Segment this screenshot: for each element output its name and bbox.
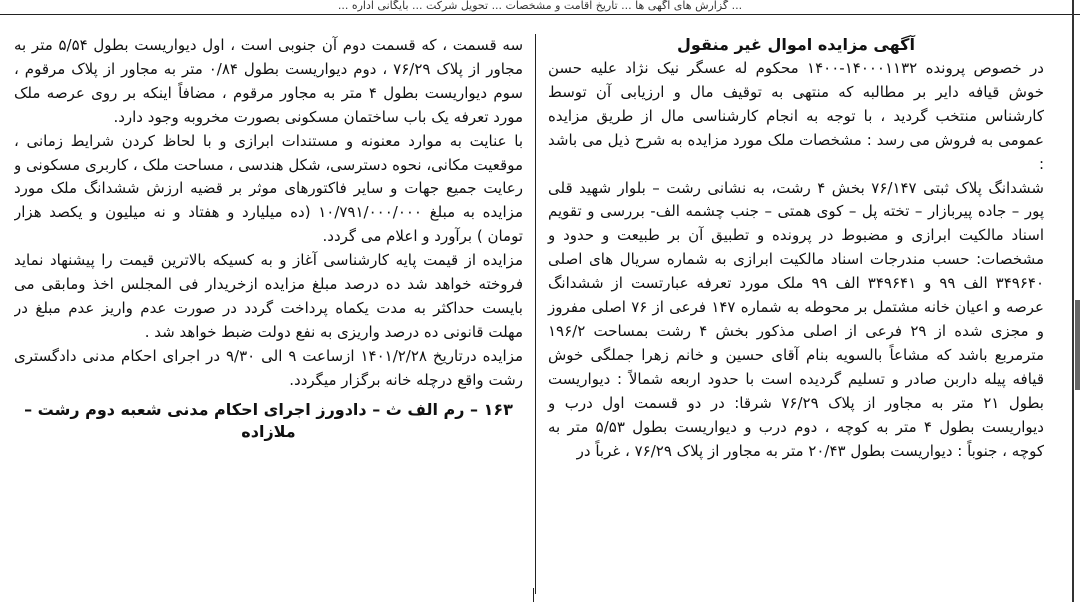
header-strip: ... گزارش های آگهی ها ... تاریخ اقامت و مشخصات ... تحویل شرکت ... بایگانی اداره ... (0, 0, 1080, 15)
valuation-paragraph: با عنایت به موارد معنونه و مستندات ابرازی و با لحاظ کردن شرایط زمانی ، موقعیت مکانی، نحوه دسترسی، شکل هندسی ، مساحت ملک ، کاربری مسکونی و رعایت جمیع جهات و سایر فاکتورهای موثر بر قضیه ارزش ششدانگ ملک مورد مزایده به مبلغ ۱۰/۷۹۱/۰۰۰/۰۰۰ (ده میلیارد و هفتاد و نه میلیون و یکصد هزار تومان ) برآورد و اعلام می گردد. (14, 131, 523, 246)
boundary-paragraph: سه قسمت ، که قسمت دوم آن جنوبی است ، اول دیواریست بطول ۵/۵۴ متر به مجاور از پلاک ۷۶/۲۹ ، دوم دیواریست بطول ۰/۸۴ متر به مجاور از پلاک مرقوم ، سوم دیواریست بطول ۴ متر به مجاور مرقوم ، مضافاً اینکه بر روی عرصه ملک مورد تعرفه یک باب ساختمان مسکونی بصورت مخروبه وجود دارد. (14, 36, 523, 126)
property-description-paragraph: ششدانگ پلاک ثبتی ۷۶/۱۴۷ بخش ۴ رشت، به نشانی رشت – بلوار شهید قلی پور – جاده پیربازار – تخته پل – کوی همتی – جنب چشمه الف- بررسی و تقویم اسناد مالکیت ابرازی و مضبوط در پرونده و تطبیق آن بر طبیعت و حدود و مشخصات: حسب مندرجات اسناد مالکیت ابرازی به شماره سریال های اصلی ۳۴۹۶۴۰ الف ۹۹ و ۳۴۹۶۴۱ الف ۹۹ ملک مورد تعرفه عبارتست از ششدانگ عرصه و اعیان خانه مشتمل بر محوطه به شماره ۱۴۷ فرعی از ۷۶ اصلی مفروز و مجزی شده از ۲۹ فرعی از اصلی مذکور بخش ۴ رشت بمساحت ۱۹۶/۲ مترمربع باشد که مشاعاً بالسویه بنام آقای حسین و خانم زهرا جملگی خوش قیافه پیله داربن صادر و تسلیم گردیده است با حدود اربعه شمالاً : دیواریست بطول ۲۱ متر به مجاور از پلاک ۷۶/۲۹ شرقا: در دو قسمت اول درب و دیواریست بطول ۴ متر به کوچه ، دوم درب و دیواریست بطول ۵/۵۳ متر به کوچه ، جنوباً : دیواریست بطول ۲۰/۴۳ متر به مجاور از پلاک ۷۶/۲۹ ، غرباً در (548, 178, 1044, 460)
ad-title: آگهی مزایده اموال غیر منقول (677, 35, 915, 54)
signature: ۱۶۳ – رم الف ث – دادورز اجرای احکام مدنی شعبه دوم رشت – ملازاده (24, 399, 513, 441)
right-column (535, 34, 1044, 594)
page-edge-rule (1072, 0, 1074, 602)
intro-paragraph: در خصوص پرونده ۱۴۰۰۰۱۱۳۲-۱۴۰۰ محکوم له عسگر نیک نژاد علیه حسن خوش قیافه دایر بر مطالبه که منتهی به توقیف مال و ارزیابی آن توسط کارشناس منتخب گردید ، با توجه به انجام کارشناسی مال از طریق مزایده عمومی به فروش می رسد : مشخصات ملک مورد مزایده به شرح ذیل می باشد : (548, 59, 1044, 173)
page-edge-mark (1075, 300, 1080, 390)
bottom-divider-tick (533, 588, 534, 602)
left-column (14, 34, 523, 594)
ad-columns (14, 34, 1044, 594)
auction-terms-paragraph: مزایده از قیمت پایه کارشناسی آغاز و به کسیکه بالاترین قیمت را پیشنهاد نماید فروخته خواهد شد ده درصد مبلغ مزایده ازخریدار فی المجلس اخذ ومابقی می بایست حداکثر به مدت یکماه پرداخت گردد در صورت عدم واریز عدم مبلغ در مهلت قانونی ده درصد واریزی به نفع دولت ضبط خواهد شد . (14, 251, 523, 341)
auction-date-paragraph: مزایده درتاریخ ۱۴۰۱/۲/۲۸ ازساعت ۹ الی ۹/۳۰ در اجرای احکام مدنی دادگستری رشت واقع درچله خانه برگزار میگردد. (14, 346, 523, 389)
